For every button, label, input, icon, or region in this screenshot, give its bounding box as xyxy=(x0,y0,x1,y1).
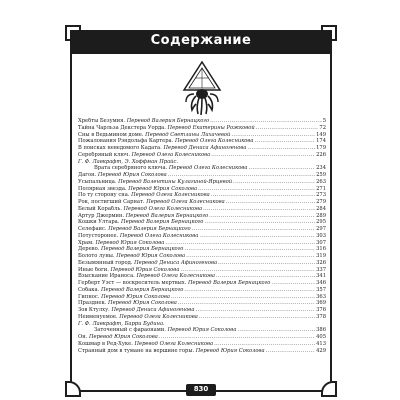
story-title: Герберт Уэст — воскреситель мертвых. xyxy=(78,280,187,286)
toc-entry-title xyxy=(78,192,210,199)
translator-credit: Перевод Юрия Соколова xyxy=(167,327,237,334)
leader-dots xyxy=(165,240,315,247)
story-title: Врата серебряного ключа. xyxy=(94,165,168,172)
leader-dots xyxy=(216,273,315,280)
leader-dots xyxy=(255,138,316,145)
toc-entry-title xyxy=(78,307,194,314)
leader-dots xyxy=(237,327,315,334)
leader-dots xyxy=(178,300,315,307)
toc-entry-title xyxy=(78,287,183,294)
toc-entry xyxy=(78,307,326,314)
toc-entry xyxy=(78,334,326,341)
page-ref: 234 xyxy=(316,165,326,172)
table-of-contents xyxy=(78,118,326,354)
story-title: Селефаис. xyxy=(78,226,107,232)
toc-entry-title xyxy=(78,159,178,166)
leader-dots xyxy=(159,334,315,341)
toc-entry-title xyxy=(78,199,225,206)
toc-entry-title xyxy=(78,118,209,125)
toc-entry xyxy=(78,132,326,139)
toc-entry-title xyxy=(78,138,254,145)
toc-entry xyxy=(78,321,326,328)
page-ref: 295 xyxy=(316,219,326,226)
story-title: Артур Джермин. xyxy=(78,212,125,219)
toc-entry xyxy=(78,280,326,287)
page-ref: 271 xyxy=(316,185,326,192)
toc-entry-title xyxy=(94,327,236,334)
page-ref: 326 xyxy=(316,259,326,266)
translator-credit: Перевод Валерия Бернацкого xyxy=(121,219,204,226)
translator-credit: Перевод Юрия Соколова xyxy=(195,347,265,354)
toc-entry xyxy=(78,159,326,166)
page-ref: 316 xyxy=(316,246,326,253)
toc-entry xyxy=(78,219,326,226)
toc-entry xyxy=(78,186,326,193)
page-ref: 346 xyxy=(316,280,326,286)
story-title: Полярная звезда. xyxy=(78,185,127,192)
toc-entry xyxy=(78,267,326,274)
translator-credit: Перевод Олега Колесникова xyxy=(168,165,248,172)
story-title: Дерево. xyxy=(78,246,100,253)
leader-dots xyxy=(171,294,315,301)
story-title: Неименуемое. xyxy=(78,313,118,320)
story-title: Рок, постигший Сарнат. xyxy=(78,199,145,205)
toc-entry-title xyxy=(78,213,208,220)
toc-entry-title xyxy=(78,314,198,321)
leader-dots xyxy=(233,179,315,186)
story-title: Кошмар в Ред-Хуке. xyxy=(78,340,133,347)
story-title: Тайна Чарльза Декстера Уорда. xyxy=(78,124,166,131)
leader-dots xyxy=(180,267,315,274)
leader-dots xyxy=(218,260,315,267)
page-ref: 386 xyxy=(316,327,326,334)
page-ref: 319 xyxy=(316,253,326,259)
story-title: Белый Корабль. xyxy=(78,205,122,212)
translator-credit: Перевод Валерия Бернацкого xyxy=(188,280,271,286)
leader-dots xyxy=(209,213,315,220)
leader-dots xyxy=(271,280,315,287)
page-ref: 405 xyxy=(316,334,326,340)
page-ref: 5 xyxy=(322,118,326,124)
leader-dots xyxy=(184,246,315,253)
toc-entry-title xyxy=(78,267,179,274)
toc-entry xyxy=(78,125,326,132)
toc-entry-title xyxy=(78,219,203,226)
translator-credit: Перевод Валерия Бернацкого xyxy=(125,212,209,219)
translator-credit: Перевод Юрия Соколова xyxy=(89,334,158,340)
story-title: Храм. xyxy=(78,239,94,246)
story-title: Кошки Ултара. xyxy=(78,219,120,226)
leader-dots xyxy=(256,125,319,132)
page-ref: 341 xyxy=(316,273,326,280)
page-ref: 378 xyxy=(316,313,326,320)
translator-credit: Перевод Юрия Соколова xyxy=(128,185,198,192)
story-title: Г. Ф. Лавкрафт, Барри Будина. xyxy=(78,320,165,327)
page-ref: 413 xyxy=(316,340,326,347)
leader-dots xyxy=(199,233,315,240)
translator-credit: Перевод Валерия Бернацкого xyxy=(100,286,184,293)
translator-credit: Перевод Светланы Лихачевой xyxy=(145,131,231,138)
story-title: Хребты Безумия. xyxy=(78,118,126,124)
leader-dots xyxy=(214,341,315,348)
toc-entry xyxy=(78,314,326,321)
translator-credit: Перевод Валерия Бернацкого xyxy=(101,246,184,253)
toc-entry-title xyxy=(78,132,230,139)
toc-entry xyxy=(78,206,326,213)
translator-credit: Перевод Юрия Соколова xyxy=(95,239,165,246)
page-ref: 72 xyxy=(319,124,326,131)
toc-entry-title xyxy=(78,145,246,152)
toc-entry-title xyxy=(78,321,165,328)
toc-entry-title xyxy=(78,226,191,233)
translator-credit: Перевод Олега Колесникова xyxy=(136,273,216,280)
page-number: 830 xyxy=(193,385,209,393)
page-ref: 363 xyxy=(316,293,326,300)
page-ref: 303 xyxy=(316,232,326,239)
leader-dots xyxy=(168,172,315,179)
translator-credit: Перевод Олега Колесникова xyxy=(123,205,203,212)
story-title: Сны в Ведьмином доме. xyxy=(78,131,144,138)
translator-credit: Перевод Дениса Афиногенова xyxy=(134,259,218,266)
toc-entry xyxy=(78,341,326,348)
story-title: По ту сторону сна. xyxy=(78,192,130,199)
toc-entry xyxy=(78,294,326,301)
story-title: Он. xyxy=(78,334,88,340)
toc-entry xyxy=(78,172,326,179)
page-ref: 289 xyxy=(316,212,326,219)
toc-entry xyxy=(78,199,326,206)
page-ref: 429 xyxy=(316,347,326,354)
toc-entry xyxy=(78,253,326,260)
toc-entry-title xyxy=(78,294,170,301)
toc-entry-title xyxy=(78,260,217,267)
page-ref: 307 xyxy=(316,239,326,246)
story-title: Зов Ктулху. xyxy=(78,307,110,313)
toc-entry-title xyxy=(78,152,210,159)
toc-entry xyxy=(78,152,326,159)
translator-credit: Перевод Юрия Соколова xyxy=(101,293,171,300)
story-title: Гипнос. xyxy=(78,293,100,300)
toc-entry-title xyxy=(78,273,215,280)
toc-entry xyxy=(78,273,326,280)
toc-entry xyxy=(78,246,326,253)
leader-dots xyxy=(203,206,315,213)
page-ref: 263 xyxy=(316,178,326,185)
page-ref: 284 xyxy=(316,205,326,212)
story-title: Дагон. xyxy=(78,172,97,178)
leader-dots xyxy=(247,145,315,152)
translator-credit: Перевод Олега Колесникова xyxy=(131,151,211,158)
story-title: Усыпальница. xyxy=(78,178,117,185)
toc-entry-title xyxy=(78,341,213,348)
leader-dots xyxy=(248,165,315,172)
toc-entry xyxy=(78,213,326,220)
story-title: Безымянный город. xyxy=(78,259,133,266)
toc-entry xyxy=(78,260,326,267)
leader-dots xyxy=(231,132,315,139)
page-ref: 273 xyxy=(316,192,326,199)
toc-entry xyxy=(78,118,326,125)
page-ref: 369 xyxy=(316,300,326,307)
translator-credit: Перевод Дениса Афиногенова xyxy=(163,145,247,151)
toc-entry xyxy=(78,145,326,152)
translator-credit: Перевод Юрия Соколова xyxy=(116,253,186,259)
toc-entry-title xyxy=(78,206,202,213)
leader-dots xyxy=(198,186,315,193)
translator-credit: Перевод Олега Колесникова xyxy=(119,313,198,320)
leader-dots xyxy=(226,199,315,206)
cthulhu-emblem-icon xyxy=(180,60,224,116)
translator-credit: Перевод Юрия Соколова xyxy=(110,266,180,273)
page-ref: 297 xyxy=(316,226,326,232)
translator-credit: Перевод Дениса Афиногенова xyxy=(111,307,195,313)
toc-entry xyxy=(78,138,326,145)
story-title: Болото луны. xyxy=(78,253,115,259)
toc-entry-title xyxy=(78,280,270,287)
toc-entry xyxy=(78,233,326,240)
toc-entry xyxy=(78,240,326,247)
toc-entry xyxy=(78,327,326,334)
leader-dots xyxy=(204,219,315,226)
story-title: Празднек. xyxy=(78,300,107,307)
toc-entry-title xyxy=(78,172,167,179)
translator-credit: Перевод Олега Колесникова xyxy=(131,192,210,199)
toc-entry xyxy=(78,192,326,199)
leader-dots xyxy=(199,314,315,321)
toc-entry xyxy=(78,226,326,233)
toc-entry xyxy=(78,348,326,355)
story-title: Серебряный ключ. xyxy=(78,151,130,158)
page-ref: 259 xyxy=(316,172,326,178)
toc-entry-title xyxy=(78,179,232,186)
translator-credit: Перевод Юрия Соколова xyxy=(108,300,177,307)
leader-dots xyxy=(266,348,315,355)
frame-corner xyxy=(65,381,81,397)
leader-dots xyxy=(210,118,322,125)
translator-credit: Перевод Валентины Кулагиной-Ярцевой xyxy=(118,178,233,185)
translator-credit: Перевод Олега Колесникова xyxy=(174,138,254,145)
story-title: В поисках неведомого Кадата. xyxy=(78,145,162,151)
leader-dots xyxy=(195,307,315,314)
page-ref: 337 xyxy=(316,266,326,273)
toc-entry-title xyxy=(78,334,158,341)
toc-entry-title xyxy=(78,300,177,307)
translator-credit: Перевод Валерия Бернацкого xyxy=(126,118,210,124)
toc-entry xyxy=(78,287,326,294)
leader-dots xyxy=(211,152,315,159)
leader-dots xyxy=(211,192,315,199)
page-ref: 357 xyxy=(316,286,326,293)
story-title: Взыскание Ираноса. xyxy=(78,273,135,280)
page-ref: 279 xyxy=(316,199,326,205)
story-title: Пожалования Рэндольфа Картера. xyxy=(78,138,174,145)
leader-dots xyxy=(184,287,315,294)
page-ref: 376 xyxy=(316,307,326,313)
translator-credit: Перевод Юрия Соколова xyxy=(97,172,167,178)
story-title: Потусторонее. xyxy=(78,232,119,239)
story-title: Заточенный с фараонами. xyxy=(94,327,166,334)
story-title: Иные боги. xyxy=(78,266,109,273)
page-ref: 174 xyxy=(316,138,326,145)
toc-entry-title xyxy=(94,165,247,172)
toc-entry xyxy=(78,179,326,186)
page-ref: 179 xyxy=(316,145,326,151)
toc-entry-title xyxy=(78,348,265,355)
toc-entry xyxy=(78,165,326,172)
translator-credit: Перевод Олега Колесникова xyxy=(119,232,199,239)
leader-dots xyxy=(186,253,315,260)
toc-entry-title xyxy=(78,233,198,240)
toc-entry xyxy=(78,300,326,307)
leader-dots xyxy=(192,226,315,233)
page-ref: 226 xyxy=(316,151,326,158)
toc-entry-title xyxy=(78,186,197,193)
toc-entry-title xyxy=(78,253,185,260)
translator-credit: Перевод Олега Колесникова xyxy=(146,199,225,205)
toc-entry-title xyxy=(78,240,164,247)
story-title: Собака. xyxy=(78,286,100,293)
page-title: Содержание xyxy=(150,33,252,48)
translator-credit: Перевод Валерия Бернацкого xyxy=(108,226,191,232)
page-ref: 149 xyxy=(316,131,326,138)
translator-credit: Перевод Олега Колесникова xyxy=(134,340,214,347)
toc-entry-title xyxy=(78,125,255,132)
translator-credit: Перевод Екатерины Рожковой xyxy=(167,124,255,131)
toc-entry-title xyxy=(78,246,183,253)
story-title: Странный дом в тумане на вершине горы. xyxy=(78,347,195,354)
story-title: Г. Ф. Лавкрафт, Э. Хоффман Прайс. xyxy=(78,158,179,165)
